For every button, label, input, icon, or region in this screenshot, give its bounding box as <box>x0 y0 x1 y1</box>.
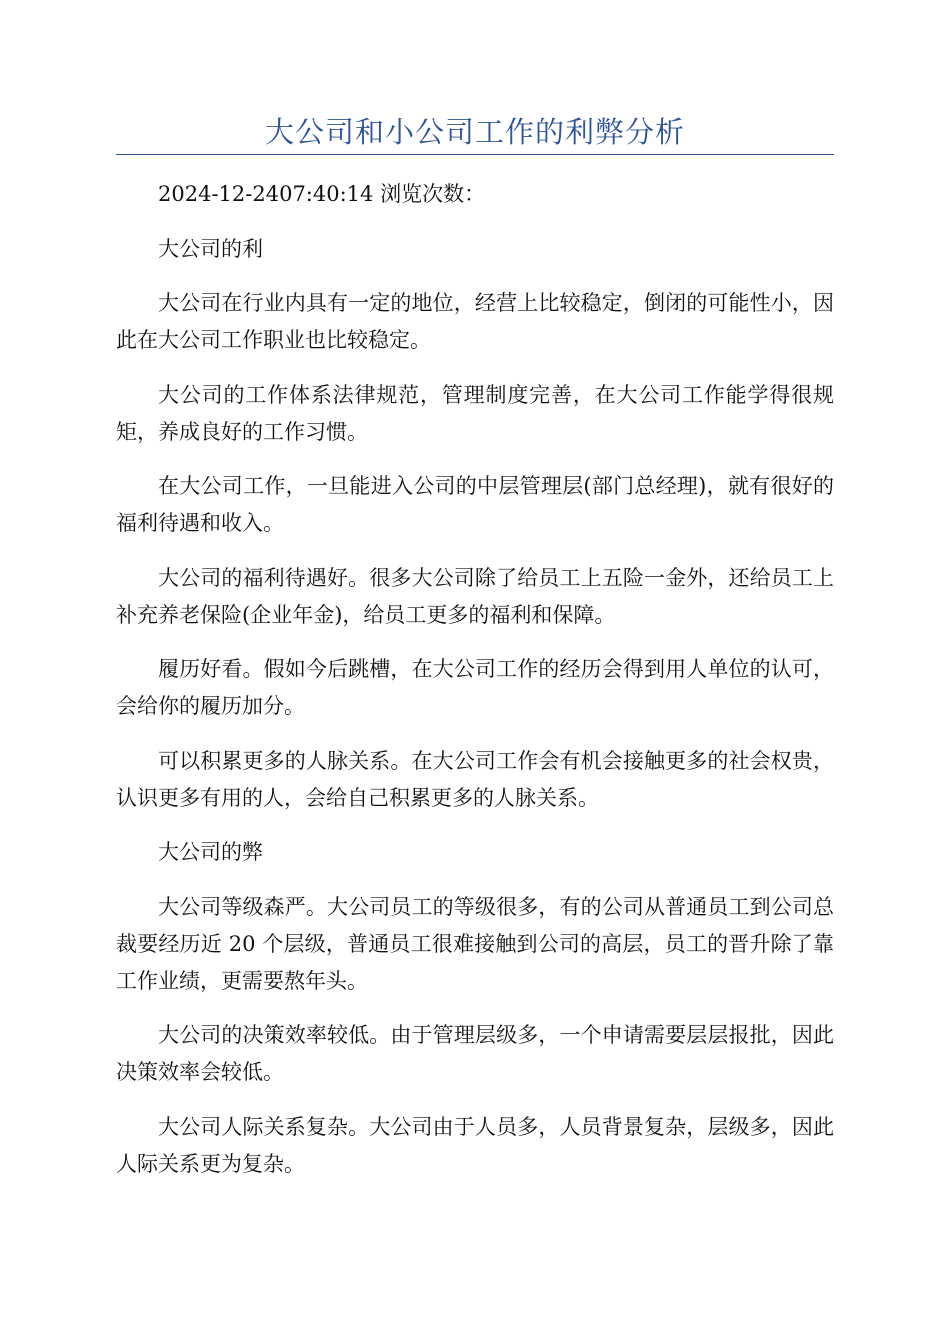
document-title: 大公司和小公司工作的利弊分析 <box>264 115 685 149</box>
paragraph: 在大公司工作，一旦能进入公司的中层管理层(部门总经理)，就有很好的福利待遇和收入。 <box>116 474 834 535</box>
document-body <box>116 176 834 1200</box>
paragraph: 可以积累更多的人脉关系。在大公司工作会有机会接触更多的社会权贵，认识更多有用的人，会给自己积累更多的人脉关系。 <box>116 748 834 810</box>
section-heading-pros: 大公司的利 <box>158 236 263 261</box>
section-heading-cons: 大公司的弊 <box>158 840 263 864</box>
paragraph: 大公司的决策效率较低。由于管理层级多，一个申请需要层层报批，因此决策效率会较低。 <box>116 1023 834 1084</box>
paragraph: 大公司在行业内具有一定的地位，经营上比较稳定，倒闭的可能性小，因此在大公司工作职业也比较稳定。 <box>116 291 834 352</box>
publish-meta: 2024-12-2407:40:14 浏览次数： <box>158 182 486 206</box>
paragraph: 大公司等级森严。大公司员工的等级很多，有的公司从普通员工到公司总裁要经历近 20 个层级，普通员工很难接触到公司的高层，员工的晋升除了靠工作业绩，更需要熬年头。 <box>116 894 834 993</box>
paragraph: 大公司的工作体系法律规范，管理制度完善，在大公司工作能学得很规矩，养成良好的工作习惯。 <box>116 382 834 444</box>
paragraph: 履历好看。假如今后跳槽，在大公司工作的经历会得到用人单位的认可，会给你的履历加分。 <box>116 657 834 718</box>
title-underline <box>116 154 834 155</box>
paragraph: 大公司人际关系复杂。大公司由于人员多，人员背景复杂，层级多，因此人际关系更为复杂。 <box>116 1114 834 1176</box>
paragraph: 大公司的福利待遇好。很多大公司除了给员工上五险一金外，还给员工上补充养老保险(企业年金)，给员工更多的福利和保障。 <box>116 565 834 627</box>
